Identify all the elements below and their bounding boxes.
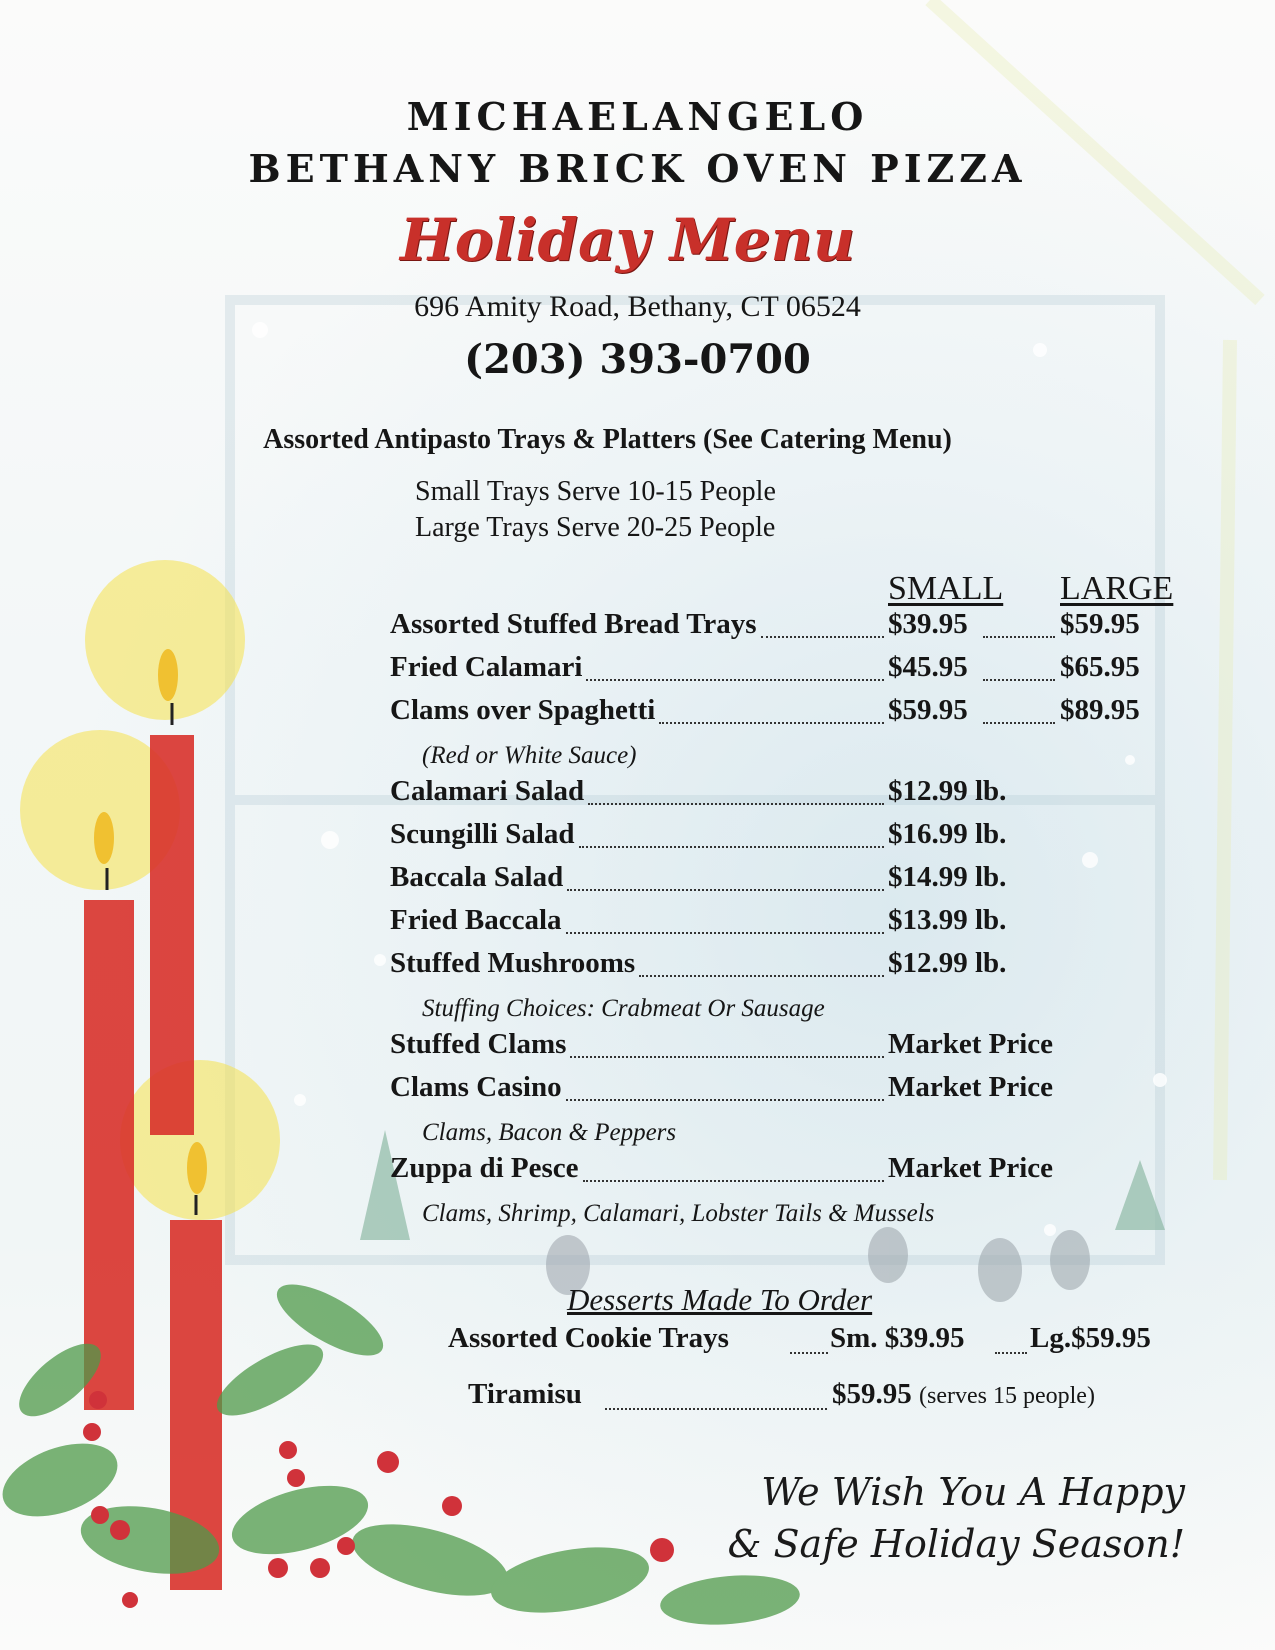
leader-dots <box>983 636 1055 638</box>
menu-item-row <box>390 694 1190 737</box>
leader-dots <box>983 679 1055 681</box>
leader-dots <box>566 1099 884 1101</box>
menu-item-row <box>390 651 1190 694</box>
menu-item-name: Baccala Salad <box>390 861 564 893</box>
menu-item-row <box>390 1071 1190 1114</box>
menu-items <box>390 608 1190 1233</box>
menu-item-large-price: $89.95 <box>1060 694 1140 726</box>
menu-item-price: $13.99 lb. <box>888 904 1007 936</box>
menu-item-large-price: $65.95 <box>1060 651 1140 683</box>
leader-dots <box>570 1056 884 1058</box>
leader-dots <box>995 1352 1027 1354</box>
menu-item-name: Zuppa di Pesce <box>390 1152 579 1184</box>
cookie-trays-large-price: Lg.$59.95 <box>1030 1322 1151 1354</box>
column-small: SMALL <box>888 570 1004 607</box>
leader-dots <box>579 846 884 848</box>
menu-item-small-price: $59.95 <box>888 694 968 726</box>
cookie-trays-small-price: Sm. $39.95 <box>830 1322 965 1354</box>
column-large: LARGE <box>1060 570 1174 607</box>
leader-dots <box>659 722 884 724</box>
menu-item-name: Clams over Spaghetti <box>390 694 656 726</box>
menu-item-note: Stuffing Choices: Crabmeat Or Sausage <box>422 995 825 1022</box>
menu-item-name: Assorted Stuffed Bread Trays <box>390 608 757 640</box>
menu-item-small-price: $39.95 <box>888 608 968 640</box>
leader-dots <box>639 975 884 977</box>
closing-line-1: We Wish You A Happy <box>761 1470 1185 1514</box>
restaurant-name: MICHAELANGELO <box>406 94 869 139</box>
leader-dots <box>586 679 884 681</box>
menu-item-name: Clams Casino <box>390 1071 562 1103</box>
menu-item-row <box>390 608 1190 651</box>
candle-illustration <box>20 560 280 1590</box>
leader-dots <box>983 722 1055 724</box>
closing-line-2: & Safe Holiday Season! <box>727 1522 1185 1566</box>
leader-dots <box>583 1180 884 1182</box>
address: 696 Amity Road, Bethany, CT 06524 <box>414 290 861 323</box>
menu-item-note: Clams, Shrimp, Calamari, Lobster Tails & Mussels <box>422 1200 935 1227</box>
menu-item-note: Clams, Bacon & Peppers <box>422 1119 677 1146</box>
menu-item-row <box>390 818 1190 861</box>
leader-dots <box>588 803 884 805</box>
tiramisu-price <box>832 1378 1095 1411</box>
cookie-trays-name: Assorted Cookie Trays <box>448 1322 729 1354</box>
antipasto-heading: Assorted Antipasto Trays & Platters (See Catering Menu) <box>263 424 952 455</box>
tiramisu-serves: (serves 15 people) <box>919 1383 1095 1409</box>
leader-dots <box>567 889 884 891</box>
leader-dots <box>566 932 884 934</box>
menu-item-name: Fried Baccala <box>390 904 562 936</box>
menu-item-row <box>390 904 1190 947</box>
menu-item-large-price: $59.95 <box>1060 608 1140 640</box>
small-trays-note: Small Trays Serve 10-15 People <box>415 476 776 507</box>
leader-dots <box>790 1352 828 1354</box>
menu-item-price: Market Price <box>888 1028 1054 1060</box>
menu-item-row <box>390 861 1190 904</box>
menu-item-row <box>390 775 1190 818</box>
menu-item-price: $16.99 lb. <box>888 818 1007 850</box>
tiramisu-name: Tiramisu <box>468 1378 582 1410</box>
desserts-heading: Desserts Made To Order <box>567 1282 873 1317</box>
restaurant-subtitle: BETHANY BRICK OVEN PIZZA <box>248 146 1027 191</box>
leader-dots <box>761 636 884 638</box>
menu-item-note: (Red or White Sauce) <box>422 742 637 769</box>
menu-item-name: Stuffed Mushrooms <box>390 947 636 979</box>
menu-item-name: Calamari Salad <box>390 775 585 807</box>
menu-item-price: $12.99 lb. <box>888 775 1007 807</box>
menu-item-row <box>390 947 1190 990</box>
large-trays-note: Large Trays Serve 20-25 People <box>415 512 776 543</box>
menu-item-small-price: $45.95 <box>888 651 968 683</box>
menu-item-price: Market Price <box>888 1152 1054 1184</box>
menu-item-name: Fried Calamari <box>390 651 583 683</box>
menu-item-name: Stuffed Clams <box>390 1028 567 1060</box>
tray-sizes <box>415 474 776 546</box>
leader-dots <box>605 1408 827 1410</box>
menu-item-price: $12.99 lb. <box>888 947 1007 979</box>
menu-title: Holiday Menu <box>399 206 856 274</box>
menu-item-price: Market Price <box>888 1071 1054 1103</box>
menu-item-price: $14.99 lb. <box>888 861 1007 893</box>
menu-item-name: Scungilli Salad <box>390 818 575 850</box>
phone-number: (203) 393-0700 <box>464 336 811 383</box>
tiramisu-price-value: $59.95 <box>832 1378 912 1410</box>
menu-item-row <box>390 1028 1190 1071</box>
menu-item-row <box>390 1152 1190 1195</box>
